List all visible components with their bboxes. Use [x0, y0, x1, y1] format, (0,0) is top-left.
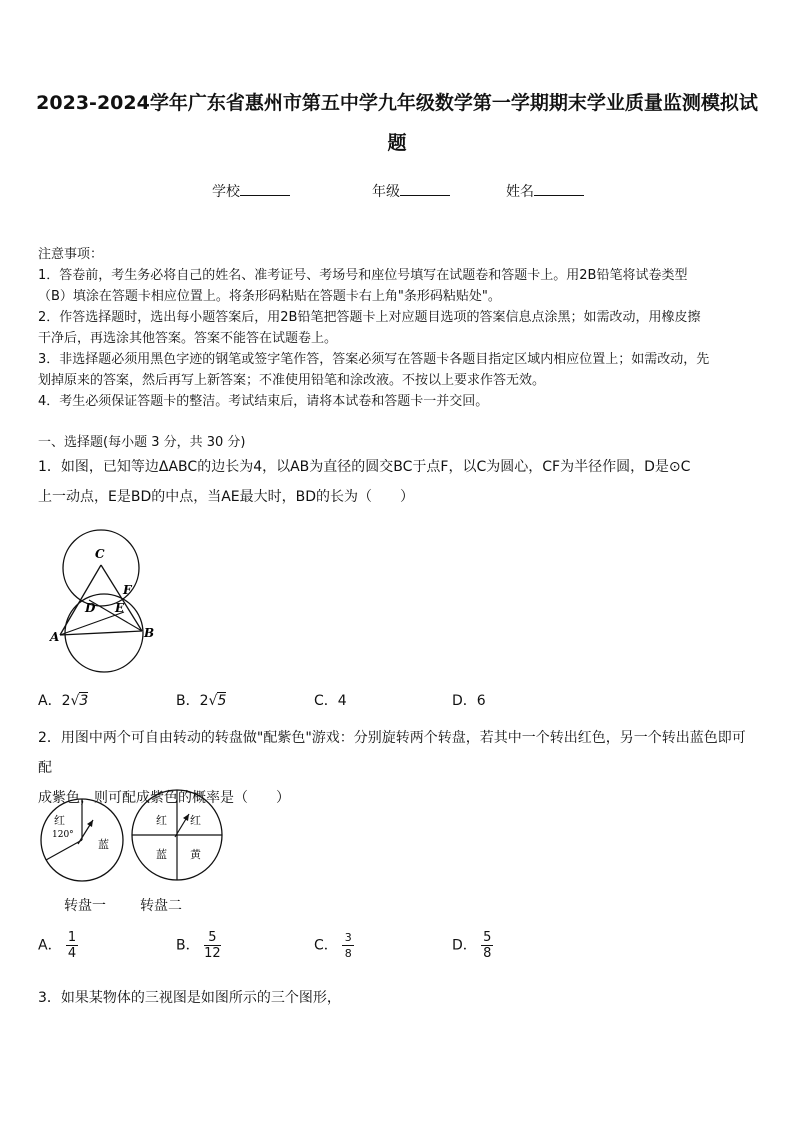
school-blank [240, 183, 290, 196]
q2-option-a-fraction [66, 930, 78, 961]
q1-option-a-coef: 2 [61, 693, 71, 709]
q1-option-a[interactable]: A．2√3 [38, 693, 89, 709]
note-1b: （B）填涂在答题卡相应位置上。将条形码粘贴在答题卡右上角"条形码粘贴处"。 [38, 289, 501, 304]
name-blank [534, 183, 584, 196]
exam-title-line1: 2023-2024学年广东省惠州市第五中学九年级数学第一学期期末学业质量监测模拟试 [36, 92, 758, 114]
wheel-one-angle: 120° [52, 830, 74, 840]
q1-option-d[interactable]: D．6 [452, 693, 486, 709]
q1-option-a-label: A． [38, 693, 62, 709]
q2-option-b[interactable] [176, 930, 221, 961]
name-field [506, 181, 584, 201]
label-d: D [85, 601, 96, 615]
q2-option-a-den: 4 [67, 946, 77, 961]
q2-option-b-fraction [204, 930, 221, 961]
label-b: B [144, 626, 155, 640]
notes-block [38, 244, 758, 412]
note-2b: 干净后，再选涂其他答案。答案不能答在试题卷上。 [38, 331, 338, 346]
wheel-two [130, 788, 226, 884]
wheel-one-pointer-head [87, 820, 93, 827]
exam-title-line2: 题 [387, 132, 407, 154]
note-1a: 1．答卷前，考生务必将自己的姓名、准考证号、考场号和座位号填写在试题卷和答题卡上。用2B铅笔将试卷类型 [38, 268, 688, 283]
wheel-one-caption: 转盘一 [64, 898, 106, 914]
q2-option-a[interactable] [38, 930, 78, 961]
school-field [212, 181, 290, 201]
q2-option-d[interactable] [452, 930, 493, 961]
q2-option-d-num: 5 [483, 930, 492, 945]
grade-blank [400, 183, 450, 196]
q2-option-c[interactable] [314, 930, 354, 961]
wheel-one [38, 796, 128, 886]
q1-option-b-radicand: 5 [217, 693, 227, 709]
wheel-two-tr: 红 [190, 814, 201, 827]
grade-field [372, 181, 450, 201]
school-label: 学校 [212, 184, 240, 200]
wheel-two-br: 黄 [190, 848, 201, 861]
question-1-text [38, 452, 758, 512]
q1-line2: 上一动点，E是BD的中点，当AE最大时，BD的长为（ ） [38, 489, 415, 505]
q3-line1: 3．如果某物体的三视图是如图所示的三个图形， [38, 990, 341, 1006]
wheel-two-caption: 转盘二 [140, 898, 182, 914]
label-f: F [123, 583, 132, 597]
label-c: C [95, 547, 105, 561]
line-ac [60, 565, 101, 635]
q1-option-b[interactable]: B．2√5 [176, 693, 227, 709]
q1-option-c[interactable]: C．4 [314, 693, 347, 709]
line-ab [60, 631, 142, 635]
q2-line2: 成紫色，则可配成紫色的概率是（ ） [38, 790, 290, 806]
q2-option-d-fraction [481, 930, 493, 961]
q2-option-b-den: 12 [204, 946, 221, 961]
note-3b: 划掉原来的答案，然后再写上新答案；不准使用铅笔和涂改液。不按以上要求作答无效。 [38, 373, 546, 388]
notes-heading: 注意事项： [38, 247, 104, 262]
note-4: 4．考生必须保证答题卡的整洁。考试结束后，请将本试卷和答题卡一并交回。 [38, 394, 489, 409]
grade-label: 年级 [372, 184, 400, 200]
q2-option-a-label: A． [38, 937, 62, 954]
wheel-one-divider-2 [46, 840, 82, 860]
wheel-one-blue: 蓝 [98, 838, 109, 851]
name-label: 姓名 [506, 184, 534, 200]
note-2a: 2．作答选择题时，选出每小题答案后，用2B铅笔把答题卡上对应题目选项的答案信息点涂黑；如需改动，用橡皮擦 [38, 310, 701, 325]
section-heading: 一、选择题(每小题 3 分，共 30 分) [38, 435, 246, 450]
q2-option-d-label: D． [452, 937, 477, 954]
note-3a: 3．非选择题必须用黑色字迹的钢笔或签字笔作答，答案必须写在答题卡各题目指定区域内相应位置上；如需改动，先 [38, 352, 710, 367]
q1-option-b-label: B． [176, 693, 200, 709]
line-cb [101, 565, 142, 631]
q2-option-a-num: 1 [67, 930, 77, 945]
q2-option-d-den: 8 [483, 946, 492, 961]
q1-option-a-radicand: 3 [79, 693, 89, 709]
label-e: E [115, 601, 125, 615]
q2-option-c-label: C． [314, 937, 338, 954]
q2-option-c-fraction [342, 930, 354, 961]
q1-figure [44, 520, 174, 680]
q1-option-b-coef: 2 [199, 693, 209, 709]
q2-line1: 2．用图中两个可自由转动的转盘做"配紫色"游戏：分别旋转两个转盘，若其中一个转出红色，另一个转出蓝色即可配 [38, 730, 746, 776]
q2-option-b-num: 5 [208, 930, 217, 945]
wheel-two-tl: 红 [156, 814, 167, 827]
q2-option-c-num: 3 [344, 931, 352, 944]
q2-option-c-den: 8 [344, 947, 352, 960]
q2-option-b-label: B． [176, 937, 200, 954]
wheel-one-red: 红 [54, 814, 65, 827]
q1-line1: 1．如图，已知等边ΔABC的边长为4，以AB为直径的圆交BC于点F，以C为圆心，CF为半径作圆，D是⊙C [38, 459, 691, 475]
wheel-two-bl: 蓝 [156, 848, 167, 861]
label-a: A [50, 630, 60, 644]
